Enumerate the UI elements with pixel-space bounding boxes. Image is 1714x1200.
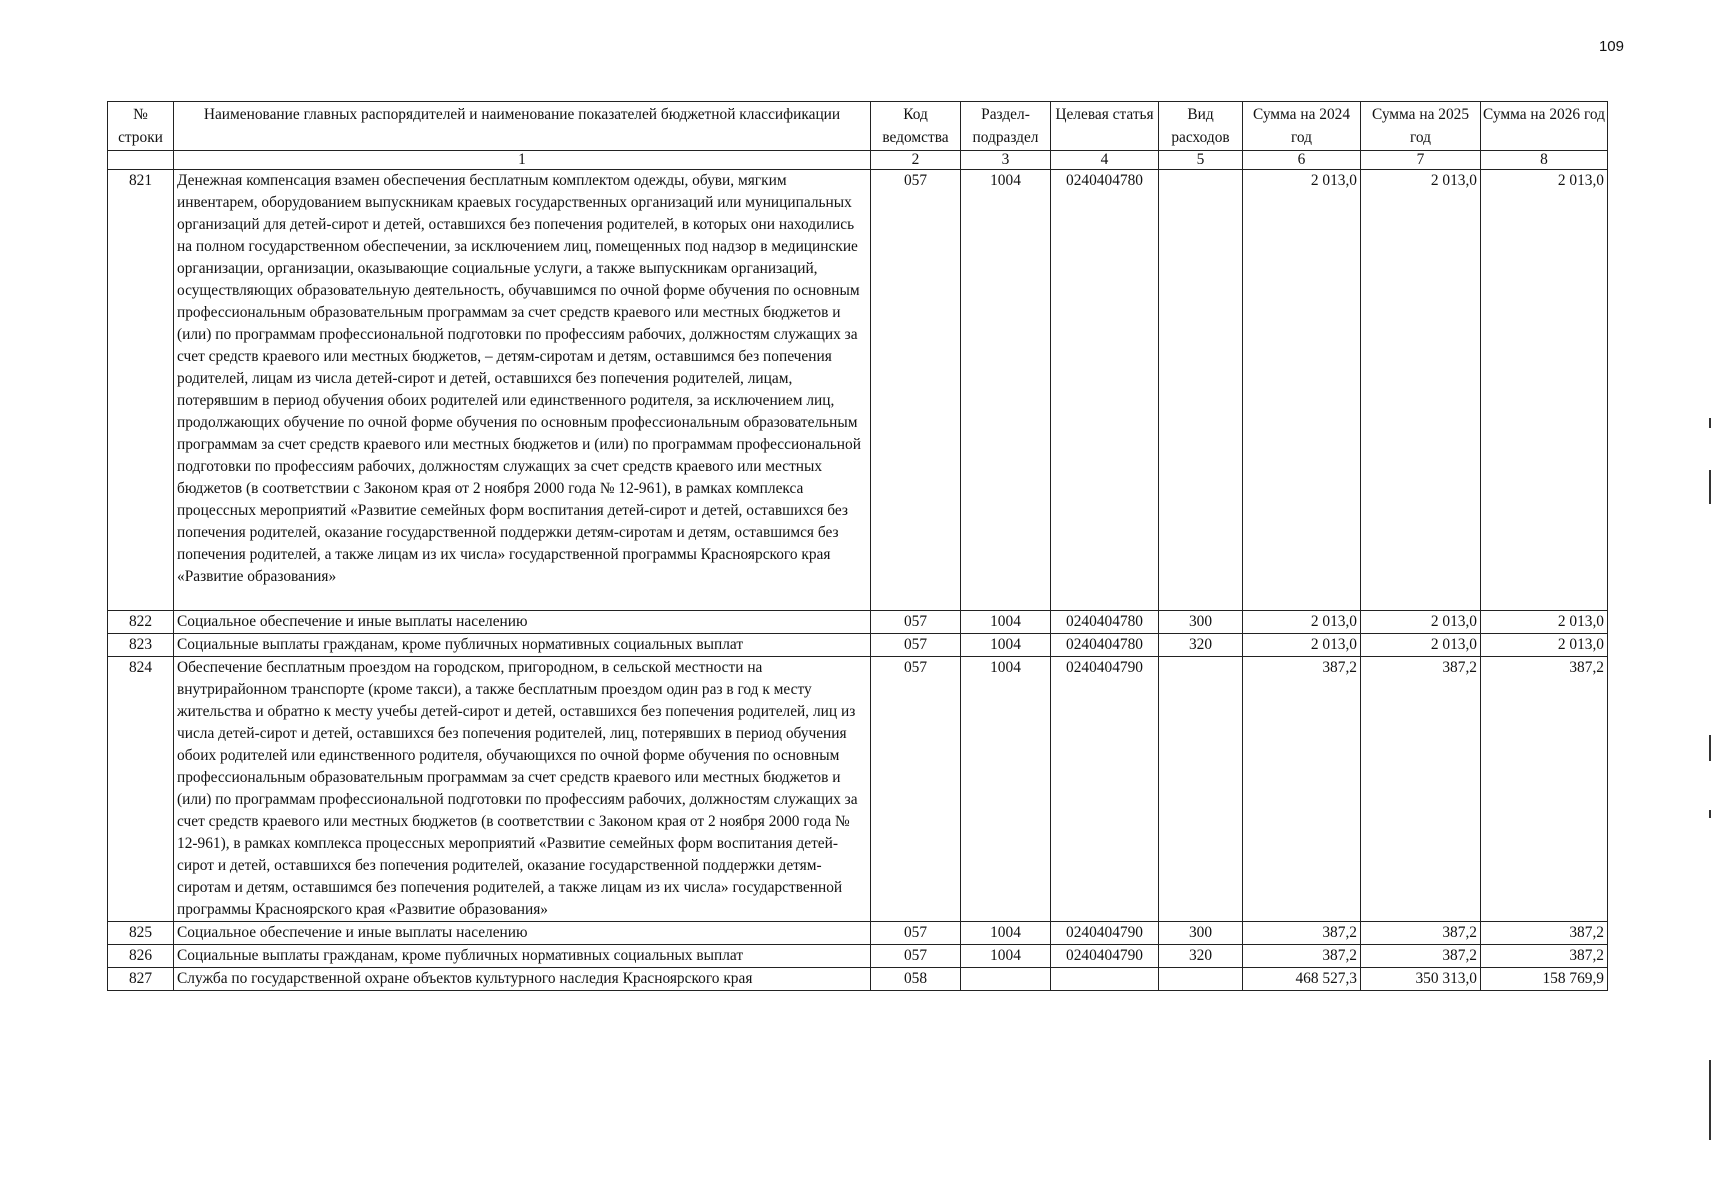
row-name: Денежная компенсация взамен обеспечения бесплатным комплектом одежды, обуви, мягким инвентарем, оборудованием выпускникам краевых государственных организаций или муниципальных организаций для детей-сирот и детей, оставшихся без попечения родителей, в которых они находились на полном государственном обеспечении, за исключением лиц, помещенных под надзор в медицинские организации, организации, оказывающие социальные услуги, а также выпускникам организаций, осуществляющих образовательную деятельность, обучавшимся по очной форме обучения по основным профессиональным образовательным программам за счет средств краевого или местных бюджетов и (или) по программам профессиональной подготовки по профессиям рабочих, должностям служащих за счет средств краевого или местных бюджетов, – детям-сиротам и детям, оставшимся без попечения родителей, лицам из числа детей-сирот и детей, оставшихся без попечения родителей, лицам, потерявшим в период обучения обоих родителей или единственного родителя, за исключением лиц, продолжающих обучение по очной форме обучения по основным профессиональным образовательным программам за счет средств краевого или местных бюджетов и (или) по программам профессиональной подготовки по профессиям рабочих, должностям служащих за счет средств краевого или местных бюджетов (в соответствии с Законом края от 2 ноября 2000 года № 12-961), в рамках комплекса процессных мероприятий «Развитие семейных форм воспитания детей-сирот и детей, оставшихся без попечения родителей, оказание государственной поддержки детям-сиротам и детям, оставшимся без попечения родителей, а также лицам из их числа» государственной программы Красноярского края «Развитие образования» bbox=[174, 170, 871, 611]
row-sum-2026: 387,2 bbox=[1481, 945, 1608, 968]
table-row bbox=[108, 634, 1608, 657]
row-target-article: 0240404790 bbox=[1051, 945, 1159, 968]
scan-artifact bbox=[1709, 810, 1711, 818]
row-sum-2026: 2 013,0 bbox=[1481, 634, 1608, 657]
scan-artifact bbox=[1709, 1060, 1711, 1140]
row-sum-2024: 2 013,0 bbox=[1243, 611, 1361, 634]
table-row bbox=[108, 657, 1608, 922]
row-sum-2026: 387,2 bbox=[1481, 657, 1608, 922]
row-number: 821 bbox=[108, 170, 174, 611]
row-number: 827 bbox=[108, 968, 174, 991]
table-row bbox=[108, 922, 1608, 945]
row-name: Социальное обеспечение и иные выплаты населению bbox=[174, 922, 871, 945]
scan-artifact bbox=[1709, 735, 1711, 761]
row-department-code: 058 bbox=[871, 968, 961, 991]
row-sum-2024: 387,2 bbox=[1243, 945, 1361, 968]
column-number: 8 bbox=[1481, 151, 1608, 170]
row-sum-2025: 2 013,0 bbox=[1361, 170, 1481, 611]
column-number bbox=[108, 151, 174, 170]
table-row bbox=[108, 611, 1608, 634]
row-name: Служба по государственной охране объектов культурного наследия Красноярского края bbox=[174, 968, 871, 991]
column-number: 5 bbox=[1159, 151, 1243, 170]
header-row-number: № строки bbox=[108, 102, 174, 151]
column-number: 3 bbox=[961, 151, 1051, 170]
row-sum-2026: 2 013,0 bbox=[1481, 170, 1608, 611]
row-target-article bbox=[1051, 968, 1159, 991]
header-expense-type: Вид расходов bbox=[1159, 102, 1243, 151]
row-section: 1004 bbox=[961, 170, 1051, 611]
row-section: 1004 bbox=[961, 922, 1051, 945]
row-section: 1004 bbox=[961, 945, 1051, 968]
header-row bbox=[108, 102, 1608, 151]
table-row bbox=[108, 968, 1608, 991]
row-target-article: 0240404790 bbox=[1051, 657, 1159, 922]
row-section: 1004 bbox=[961, 657, 1051, 922]
column-number: 2 bbox=[871, 151, 961, 170]
row-section: 1004 bbox=[961, 634, 1051, 657]
scan-artifact bbox=[1709, 418, 1711, 428]
row-sum-2026: 158 769,9 bbox=[1481, 968, 1608, 991]
row-sum-2026: 2 013,0 bbox=[1481, 611, 1608, 634]
row-number: 826 bbox=[108, 945, 174, 968]
column-number: 4 bbox=[1051, 151, 1159, 170]
row-sum-2025: 387,2 bbox=[1361, 657, 1481, 922]
row-target-article: 0240404780 bbox=[1051, 611, 1159, 634]
row-sum-2024: 387,2 bbox=[1243, 657, 1361, 922]
row-name: Социальные выплаты гражданам, кроме публичных нормативных социальных выплат bbox=[174, 634, 871, 657]
header-sum-2024: Сумма на 2024 год bbox=[1243, 102, 1361, 151]
budget-table bbox=[107, 101, 1608, 991]
row-sum-2025: 387,2 bbox=[1361, 945, 1481, 968]
row-sum-2025: 387,2 bbox=[1361, 922, 1481, 945]
row-target-article: 0240404780 bbox=[1051, 634, 1159, 657]
row-sum-2026: 387,2 bbox=[1481, 922, 1608, 945]
row-expense-type bbox=[1159, 170, 1243, 611]
row-expense-type: 300 bbox=[1159, 922, 1243, 945]
row-sum-2025: 2 013,0 bbox=[1361, 634, 1481, 657]
row-sum-2024: 387,2 bbox=[1243, 922, 1361, 945]
header-target-article: Целевая статья bbox=[1051, 102, 1159, 151]
row-target-article: 0240404790 bbox=[1051, 922, 1159, 945]
row-department-code: 057 bbox=[871, 634, 961, 657]
row-sum-2024: 2 013,0 bbox=[1243, 170, 1361, 611]
row-sum-2025: 350 313,0 bbox=[1361, 968, 1481, 991]
row-expense-type bbox=[1159, 968, 1243, 991]
row-sum-2024: 2 013,0 bbox=[1243, 634, 1361, 657]
page-number: 109 bbox=[1598, 38, 1624, 55]
row-name: Социальные выплаты гражданам, кроме публичных нормативных социальных выплат bbox=[174, 945, 871, 968]
table-row bbox=[108, 170, 1608, 611]
header-sum-2025: Сумма на 2025 год bbox=[1361, 102, 1481, 151]
row-number: 823 bbox=[108, 634, 174, 657]
row-expense-type: 300 bbox=[1159, 611, 1243, 634]
row-number: 822 bbox=[108, 611, 174, 634]
row-section bbox=[961, 968, 1051, 991]
row-expense-type: 320 bbox=[1159, 945, 1243, 968]
row-department-code: 057 bbox=[871, 945, 961, 968]
header-section: Раздел-подраздел bbox=[961, 102, 1051, 151]
row-department-code: 057 bbox=[871, 657, 961, 922]
row-section: 1004 bbox=[961, 611, 1051, 634]
row-number: 825 bbox=[108, 922, 174, 945]
column-number: 1 bbox=[174, 151, 871, 170]
row-name: Обеспечение бесплатным проездом на городском, пригородном, в сельской местности на внутрирайонном транспорте (кроме такси), а также бесплатным проездом один раз в год к месту жительства и обратно к месту учебы детей-сирот и детей, оставшихся без попечения родителей, лиц из числа детей-сирот и детей, оставшихся без попечения родителей, лиц, потерявших в период обучения обоих родителей или единственного родителя, обучающихся по очной форме обучения по основным профессиональным образовательным программам за счет средств краевого или местных бюджетов и (или) по программам профессиональной подготовки по профессиям рабочих, должностям служащих за счет средств краевого или местных бюджетов (в соответствии с Законом края от 2 ноября 2000 года № 12-961), в рамках комплекса процессных мероприятий «Развитие семейных форм воспитания детей-сирот и детей, оставшихся без попечения родителей, оказание государственной поддержки детям-сиротам и детям, оставшимся без попечения родителей, а также лицам из их числа» государственной программы Красноярского края «Развитие образования» bbox=[174, 657, 871, 922]
column-number: 7 bbox=[1361, 151, 1481, 170]
row-expense-type: 320 bbox=[1159, 634, 1243, 657]
table-row bbox=[108, 945, 1608, 968]
header-department-code: Код ведомства bbox=[871, 102, 961, 151]
row-sum-2025: 2 013,0 bbox=[1361, 611, 1481, 634]
header-sum-2026: Сумма на 2026 год bbox=[1481, 102, 1608, 151]
row-target-article: 0240404780 bbox=[1051, 170, 1159, 611]
row-department-code: 057 bbox=[871, 170, 961, 611]
header-name: Наименование главных распорядителей и наименование показателей бюджетной классификации bbox=[174, 102, 871, 151]
row-department-code: 057 bbox=[871, 922, 961, 945]
row-department-code: 057 bbox=[871, 611, 961, 634]
row-number: 824 bbox=[108, 657, 174, 922]
row-name: Социальное обеспечение и иные выплаты населению bbox=[174, 611, 871, 634]
row-expense-type bbox=[1159, 657, 1243, 922]
column-number-row bbox=[108, 151, 1608, 170]
scan-artifact bbox=[1709, 470, 1711, 504]
row-sum-2024: 468 527,3 bbox=[1243, 968, 1361, 991]
column-number: 6 bbox=[1243, 151, 1361, 170]
